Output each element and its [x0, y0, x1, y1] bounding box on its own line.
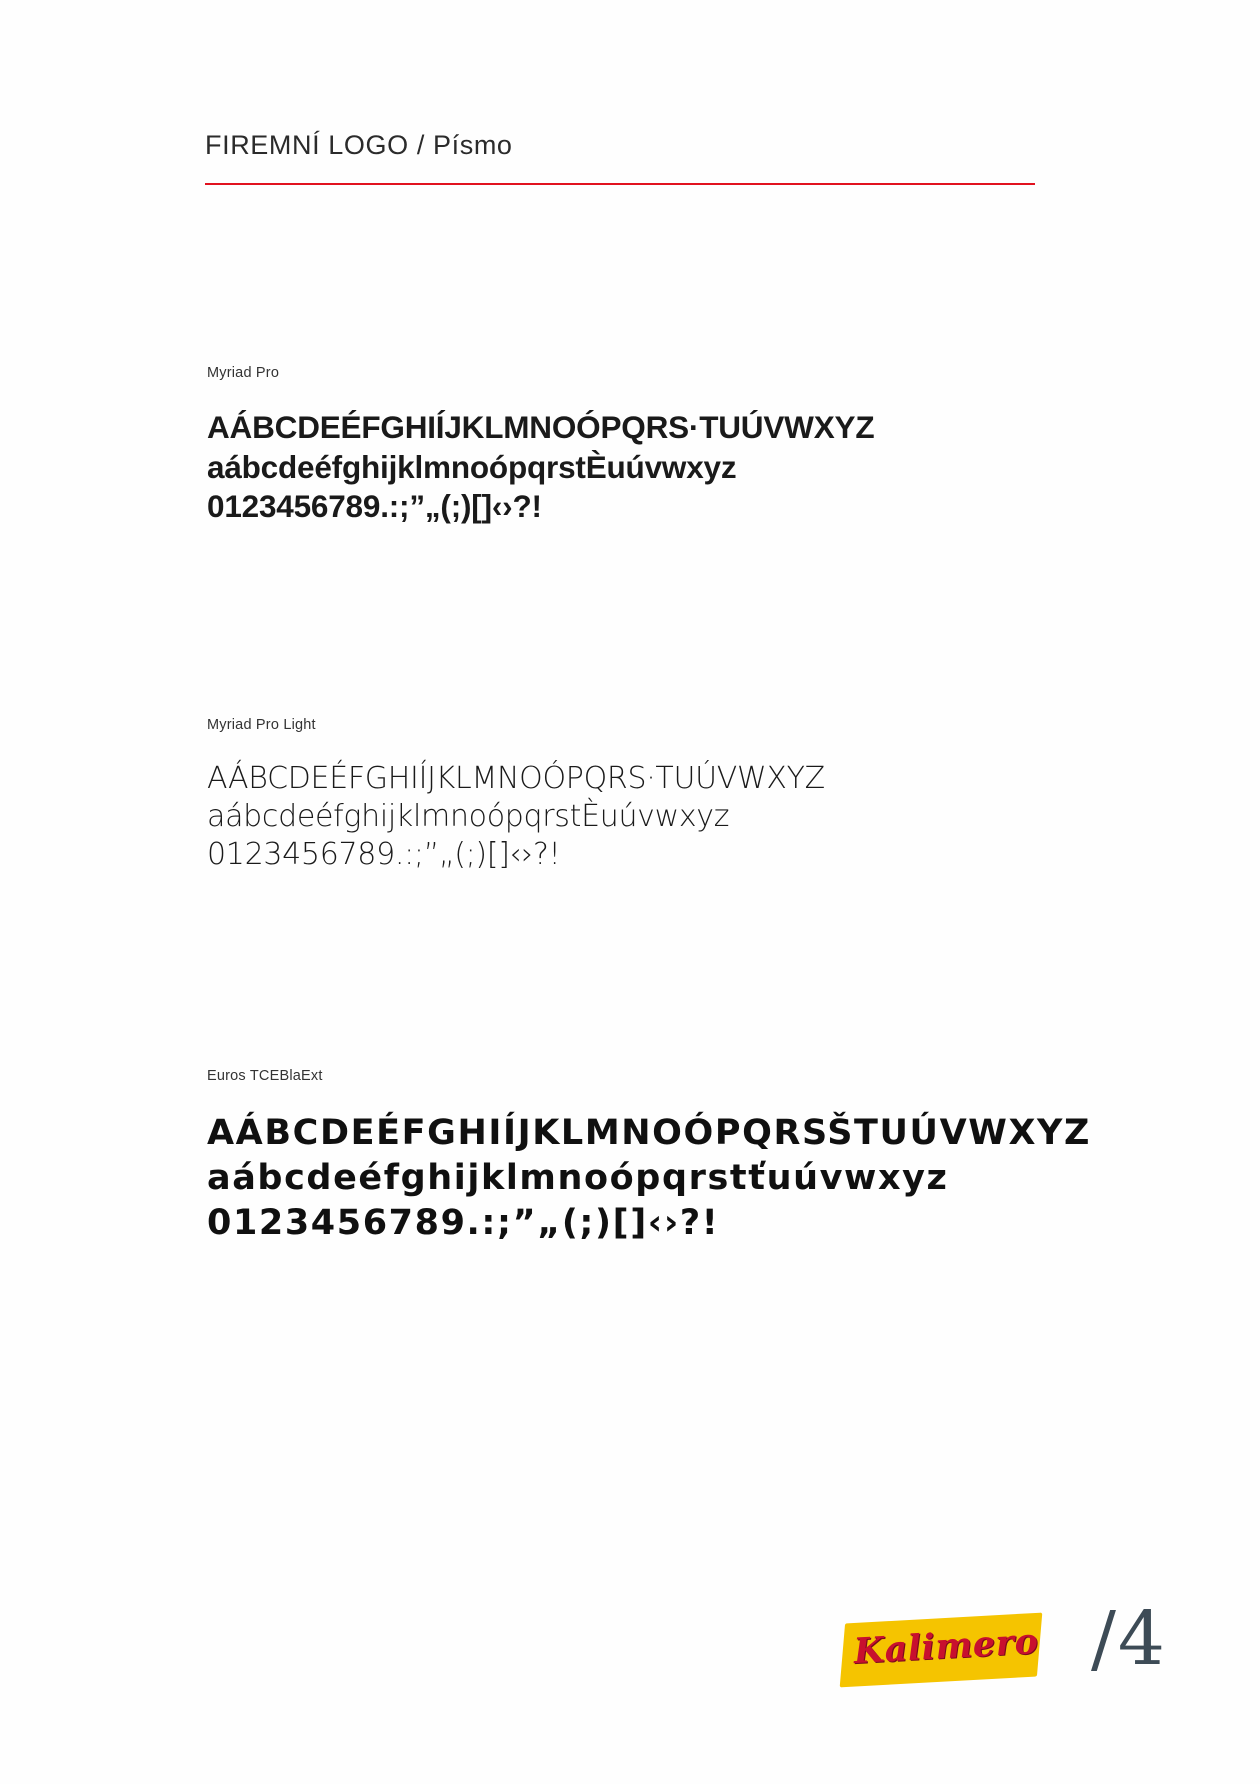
font-sample-numerals: 0123456789.:;”„(;)[]‹›?!	[207, 836, 561, 872]
font-sample-numerals: 0123456789.:;”„(;)[]‹›?!	[207, 1202, 720, 1243]
font-sample-lowercase: aábcdeéfghijklmnoópqrstťuúvwxyz	[207, 1157, 949, 1198]
font-sample-uppercase: AÁBCDEÉFGHIÍJKLMNOÓPQRS·TUÚVWXYZ	[207, 761, 825, 796]
font-sample-lines	[207, 1111, 1107, 1245]
font-sample-lowercase: aábcdeéfghijklmnoópqrstÈuúvwxyz	[207, 798, 730, 834]
font-name-label: Myriad Pro Light	[207, 717, 316, 733]
page-number: 4	[1117, 1596, 1165, 1682]
font-specimen-block	[207, 365, 1107, 527]
font-sample-lines	[207, 408, 1107, 527]
font-specimen-block	[207, 717, 1107, 873]
page-footer	[0, 1596, 1260, 1742]
logo-wordmark: Kalimero	[852, 1620, 1040, 1673]
font-sample-lines	[207, 760, 1107, 873]
font-sample-uppercase: AÁBCDEÉFGHIÍJKLMNOÓPQRS·TUÚVWXYZ	[207, 409, 875, 445]
header-divider	[205, 183, 1035, 185]
font-name-label: Euros TCEBlaExt	[207, 1068, 323, 1084]
font-sample-numerals: 0123456789.:;”„(;)[]‹›?!	[207, 488, 542, 525]
page-number-group	[1090, 1596, 1165, 1682]
font-sample-lowercase: aábcdeéfghijklmnoópqrstÈuúvwxyz	[207, 448, 737, 485]
brand-logo	[843, 1612, 1043, 1690]
font-sample-uppercase: AÁBCDEÉFGHIÍJKLMNOÓPQRSŠTUÚVWXYZ	[207, 1113, 1091, 1153]
page-number-separator: /	[1090, 1596, 1116, 1682]
page-title: FIREMNÍ LOGO / Písmo	[205, 130, 513, 160]
page-header	[205, 130, 1045, 185]
font-specimen-block	[207, 1068, 1107, 1245]
font-name-label: Myriad Pro	[207, 365, 280, 381]
